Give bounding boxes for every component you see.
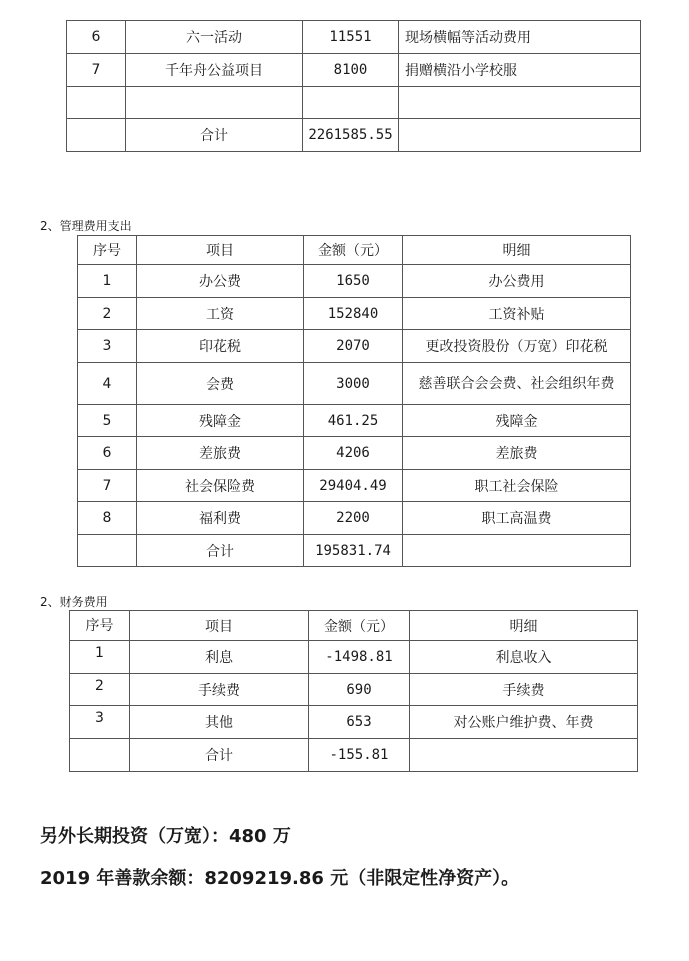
row-detail: 职工社会保险 <box>403 470 631 502</box>
row-detail <box>399 87 641 119</box>
row-amount: 2070 <box>304 330 403 363</box>
table-row <box>78 502 631 535</box>
total-label: 合计 <box>130 739 309 772</box>
finance-expense-table <box>69 610 638 772</box>
section-title-finance: 2、财务费用 <box>40 595 108 609</box>
table-row <box>67 54 641 87</box>
row-number: 7 <box>78 470 137 502</box>
row-amount: 152840 <box>304 298 403 330</box>
header-amount: 金额（元） <box>304 236 403 265</box>
row-amount: 2200 <box>304 502 403 535</box>
row-detail: 对公账户维护费、年费 <box>410 706 638 739</box>
total-amount: -155.81 <box>309 739 410 772</box>
table-row <box>70 674 638 706</box>
row-detail: 职工高温费 <box>403 502 631 535</box>
row-number: 3 <box>70 706 130 739</box>
row-detail: 办公费用 <box>403 265 631 298</box>
total-amount: 2261585.55 <box>303 119 399 152</box>
table-row <box>78 470 631 502</box>
table-row <box>67 21 641 54</box>
row-detail: 差旅费 <box>403 437 631 470</box>
row-item: 会费 <box>137 363 304 405</box>
row-amount: 461.25 <box>304 405 403 437</box>
row-number: 6 <box>78 437 137 470</box>
row-number: 5 <box>78 405 137 437</box>
donation-expense-table <box>66 20 641 152</box>
row-detail: 更改投资股份（万宽）印花税 <box>403 330 631 363</box>
header-number: 序号 <box>78 236 137 265</box>
long-term-investment-note: 另外长期投资（万宽）：480 万 <box>40 826 291 847</box>
row-number: 3 <box>78 330 137 363</box>
row-detail: 现场横幅等活动费用 <box>399 21 641 54</box>
row-item: 工资 <box>137 298 304 330</box>
total-amount: 195831.74 <box>304 535 403 567</box>
row-item: 差旅费 <box>137 437 304 470</box>
header-number: 序号 <box>70 611 130 641</box>
donation-balance-note: 2019 年善款余额：8209219.86 元（非限定性净资产）。 <box>40 868 520 889</box>
row-amount: 1650 <box>304 265 403 298</box>
table-row <box>70 706 638 739</box>
row-item: 福利费 <box>137 502 304 535</box>
row-detail: 捐赠横沿小学校服 <box>399 54 641 87</box>
row-item: 千年舟公益项目 <box>126 54 303 87</box>
table-row <box>78 298 631 330</box>
row-item: 六一活动 <box>126 21 303 54</box>
table-row <box>70 641 638 674</box>
row-number: 1 <box>70 641 130 674</box>
table-header-row <box>78 236 631 265</box>
row-number: 1 <box>78 265 137 298</box>
row-amount: 3000 <box>304 363 403 405</box>
row-number: 6 <box>67 21 126 54</box>
table-row <box>78 363 631 405</box>
row-item: 印花税 <box>137 330 304 363</box>
row-number: 2 <box>78 298 137 330</box>
header-detail: 明细 <box>410 611 638 641</box>
management-expense-table <box>77 235 631 567</box>
row-item <box>126 87 303 119</box>
total-label: 合计 <box>137 535 304 567</box>
row-item: 利息 <box>130 641 309 674</box>
row-detail: 利息收入 <box>410 641 638 674</box>
section-title-management: 2、管理费用支出 <box>40 219 132 233</box>
row-amount: 8100 <box>303 54 399 87</box>
total-label: 合计 <box>126 119 303 152</box>
header-item: 项目 <box>130 611 309 641</box>
row-number: 8 <box>78 502 137 535</box>
row-detail: 手续费 <box>410 674 638 706</box>
row-amount: 4206 <box>304 437 403 470</box>
row-number: 4 <box>78 363 137 405</box>
row-amount: -1498.81 <box>309 641 410 674</box>
header-amount: 金额（元） <box>309 611 410 641</box>
table-row <box>78 405 631 437</box>
row-amount: 29404.49 <box>304 470 403 502</box>
header-detail: 明细 <box>403 236 631 265</box>
row-item: 办公费 <box>137 265 304 298</box>
row-amount: 11551 <box>303 21 399 54</box>
header-item: 项目 <box>137 236 304 265</box>
row-item: 手续费 <box>130 674 309 706</box>
row-amount <box>303 87 399 119</box>
row-detail: 残障金 <box>403 405 631 437</box>
total-row <box>70 739 638 772</box>
row-number: 2 <box>70 674 130 706</box>
row-item: 残障金 <box>137 405 304 437</box>
row-detail: 慈善联合会会费、社会组织年费 <box>403 363 631 405</box>
table-row <box>67 87 641 119</box>
row-item: 社会保险费 <box>137 470 304 502</box>
row-amount: 690 <box>309 674 410 706</box>
row-detail: 工资补贴 <box>403 298 631 330</box>
row-number: 7 <box>67 54 126 87</box>
table-header-row <box>70 611 638 641</box>
table-row <box>78 265 631 298</box>
table-row <box>78 330 631 363</box>
row-amount: 653 <box>309 706 410 739</box>
total-row <box>78 535 631 567</box>
row-number <box>67 87 126 119</box>
total-row <box>67 119 641 152</box>
table-row <box>78 437 631 470</box>
row-item: 其他 <box>130 706 309 739</box>
